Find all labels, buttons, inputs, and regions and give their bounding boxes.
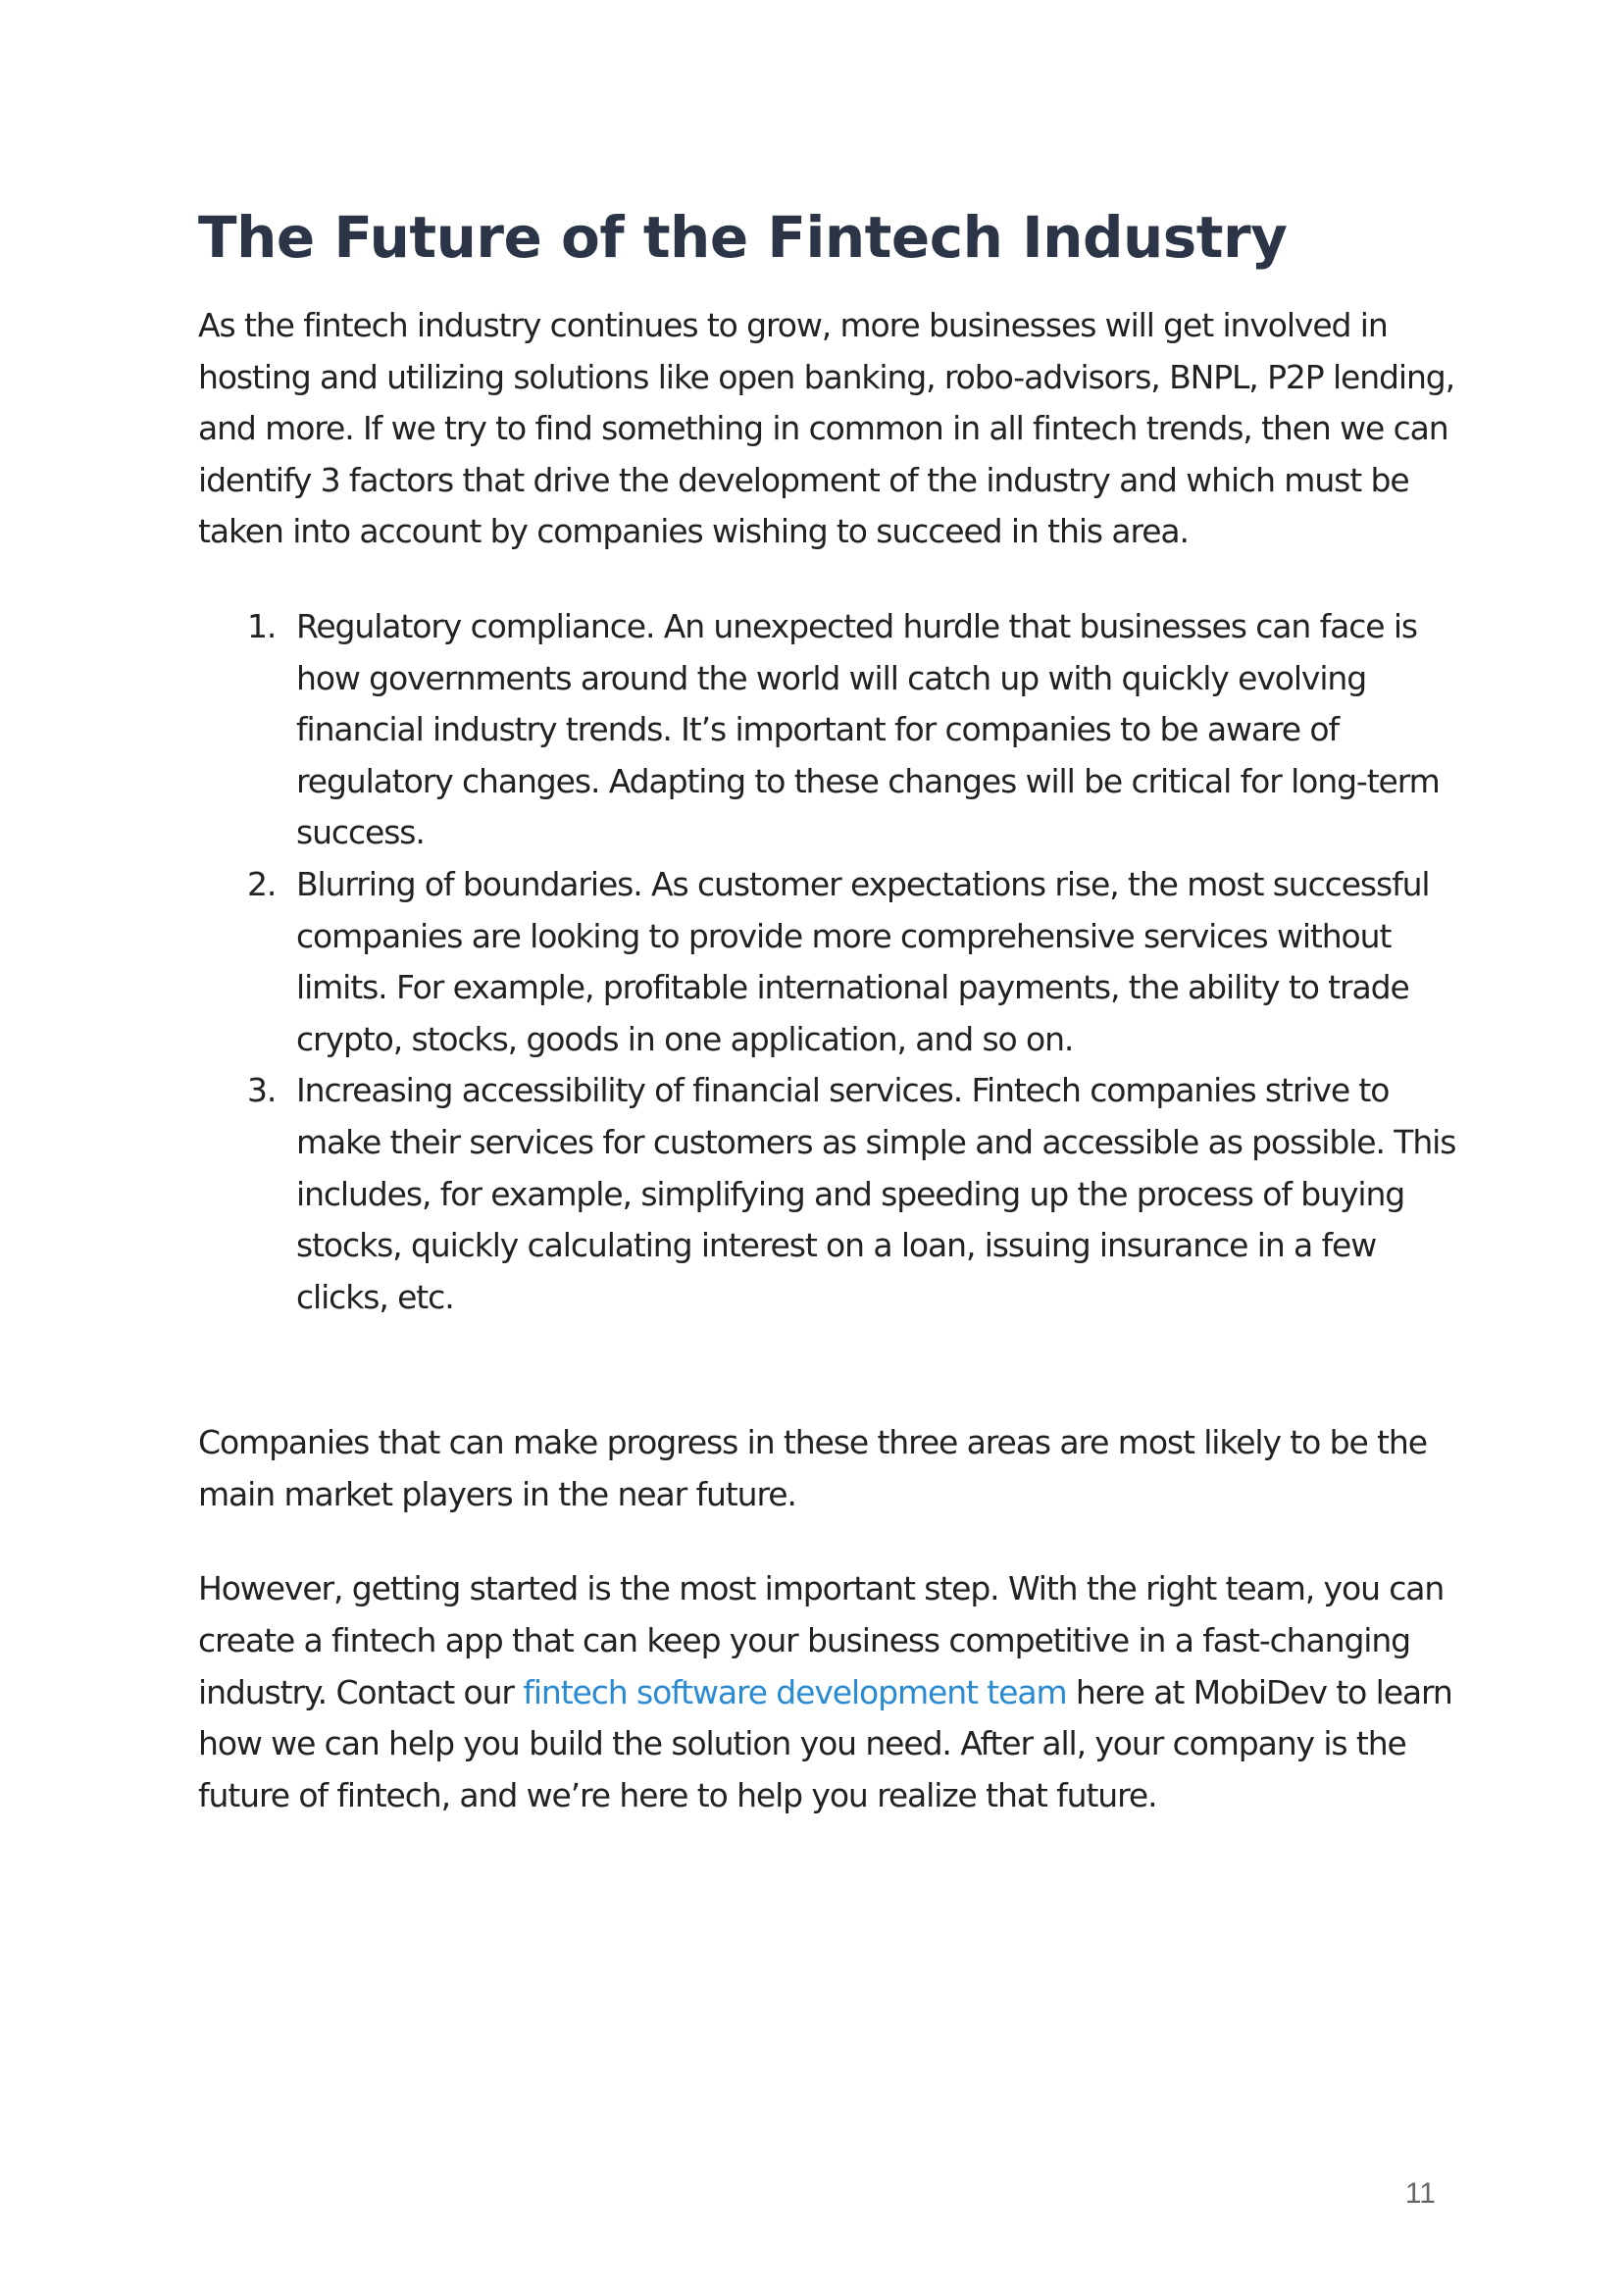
- conclusion-paragraph: Companies that can make progress in these three areas are most likely to be the main market players in the near future.: [198, 1423, 1427, 1513]
- list-item-number: 3.: [247, 1071, 277, 1110]
- fintech-team-link[interactable]: fintech software development team: [523, 1672, 1067, 1711]
- page-content: [198, 196, 1473, 1821]
- intro-paragraph: As the fintech industry continues to grow, more businesses will get involved in hosting and utilizing solutions like open banking, robo-advisors, BNPL, P2P lending, and more. If we try to find something in common in all fintech trends, then we can identify 3 factors that drive the development of the industry and which must be taken into account by companies wishing to succeed in this area.: [198, 306, 1455, 551]
- list-item-text: Increasing accessibility of financial services. Fintech companies strive to make their services for customers as simple and accessible as possible. This includes, for example, simplifying and speeding up the process of buying stocks, quickly calculating interest on a loan, issuing insurance in a few clicks, etc.: [296, 1071, 1456, 1316]
- call-to-action-paragraph: [198, 1563, 1473, 1821]
- page-number: 11: [1404, 2177, 1436, 2210]
- list-item: [198, 601, 1473, 859]
- list-item-text: Regulatory compliance. An unexpected hurdle that businesses can face is how governments around the world will catch up with quickly evolving financial industry trends. It’s important for companies to be aware of regulatory changes. Adapting to these changes will be critical for long-term success.: [296, 606, 1440, 852]
- list-item-text: Blurring of boundaries. As customer expectations rise, the most successful companies are looking to provide more comprehensive services without limits. For example, profitable international payments, the ability to trade crypto, stocks, goods in one application, and so on.: [296, 864, 1430, 1058]
- cta-text-before-link: However, getting started is the most important step. With the right team, you can create a fintech app that can keep your business competitive in a fast-changing industry. Contact our: [198, 1569, 1445, 1711]
- factors-list: [198, 601, 1473, 1323]
- list-item-number: 1.: [247, 606, 277, 645]
- cta-text-after-link: here at MobiDev to learn how we can help you build the solution you need. After all, your company is the future of fintech, and we’re here to help you realize that future.: [198, 1672, 1452, 1814]
- page-title: The Future of the Fintech Industry: [198, 204, 1288, 271]
- list-item-number: 2.: [247, 864, 277, 903]
- list-item: [198, 1065, 1473, 1323]
- list-item: [198, 859, 1473, 1065]
